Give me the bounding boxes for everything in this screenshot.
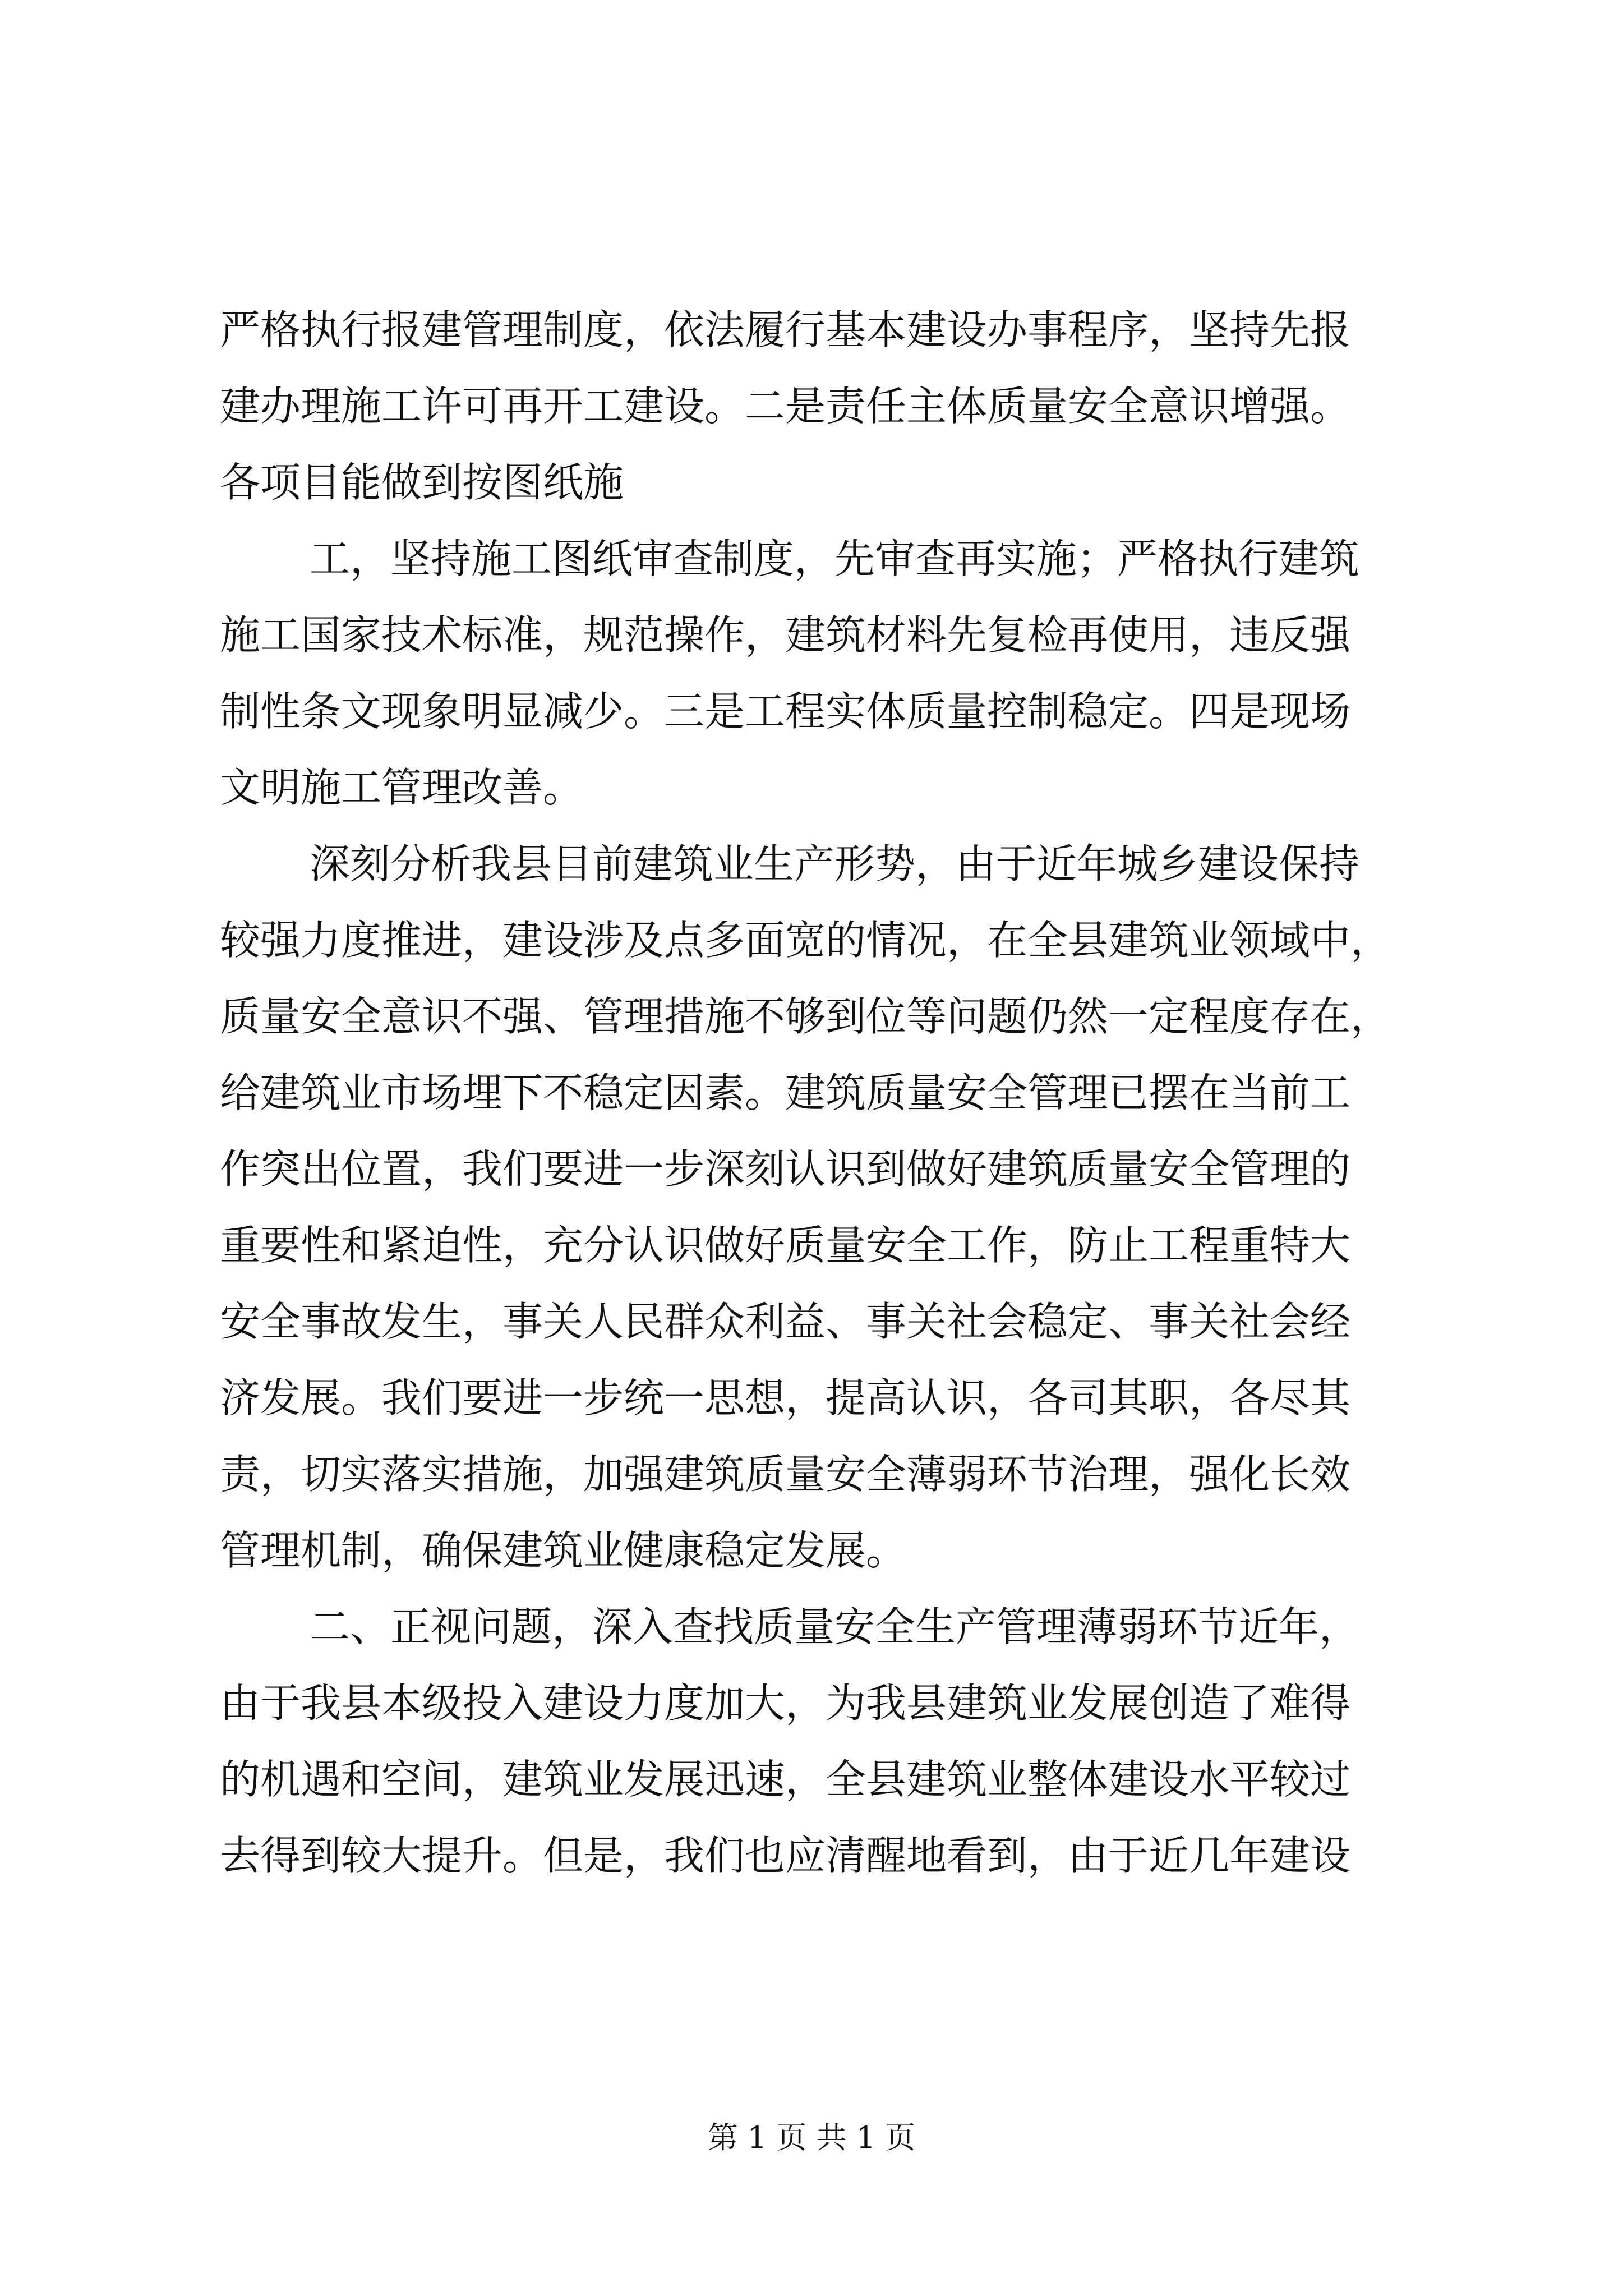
text-line: 较强力度推进，建设涉及点多面宽的情况，在全县建筑业领域中， xyxy=(220,917,1391,964)
text-line: 各项目能做到按图纸施 xyxy=(220,459,624,506)
text-line: 制性条文现象明显减少。三是工程实体质量控制稳定。四是现场 xyxy=(220,688,1351,735)
document-body xyxy=(220,292,1420,1894)
text-line: 工，坚持施工图纸审查制度，先审查再实施；严格执行建筑 xyxy=(310,535,1360,582)
page-number-label: 第 1 页 共 1 页 xyxy=(707,2120,916,2155)
text-line: 建办理施工许可再开工建设。二是责任主体质量安全意识增强。 xyxy=(220,383,1351,430)
text-line: 管理机制，确保建筑业健康稳定发展。 xyxy=(220,1527,907,1574)
text-line: 去得到较大提升。但是，我们也应清醒地看到，由于近几年建设 xyxy=(220,1832,1351,1879)
text-line: 深刻分析我县目前建筑业生产形势，由于近年城乡建设保持 xyxy=(310,840,1360,887)
page-footer xyxy=(0,2118,1623,2157)
text-line: 给建筑业市场埋下不稳定因素。建筑质量安全管理已摆在当前工 xyxy=(220,1069,1351,1116)
text-line: 责，切实落实措施，加强建筑质量安全薄弱环节治理，强化长效 xyxy=(220,1451,1351,1498)
text-line: 施工国家技术标准，规范操作，建筑材料先复检再使用，违反强 xyxy=(220,611,1351,659)
text-line: 重要性和紧迫性，充分认识做好质量安全工作，防止工程重特大 xyxy=(220,1222,1351,1269)
text-line: 作突出位置，我们要进一步深刻认识到做好建筑质量安全管理的 xyxy=(220,1145,1351,1193)
text-line: 二、正视问题，深入查找质量安全生产管理薄弱环节近年， xyxy=(310,1603,1360,1650)
text-line: 质量安全意识不强、管理措施不够到位等问题仍然一定程度存在， xyxy=(220,993,1391,1040)
text-line: 严格执行报建管理制度，依法履行基本建设办事程序，坚持先报 xyxy=(220,306,1351,353)
text-line: 文明施工管理改善。 xyxy=(220,764,584,811)
text-line: 安全事故发生，事关人民群众利益、事关社会稳定、事关社会经 xyxy=(220,1298,1351,1345)
text-line: 的机遇和空间，建筑业发展迅速，全县建筑业整体建设水平较过 xyxy=(220,1756,1351,1803)
text-line: 济发展。我们要进一步统一思想，提高认识，各司其职，各尽其 xyxy=(220,1374,1351,1421)
text-line: 由于我县本级投入建设力度加大，为我县建筑业发展创造了难得 xyxy=(220,1680,1351,1727)
